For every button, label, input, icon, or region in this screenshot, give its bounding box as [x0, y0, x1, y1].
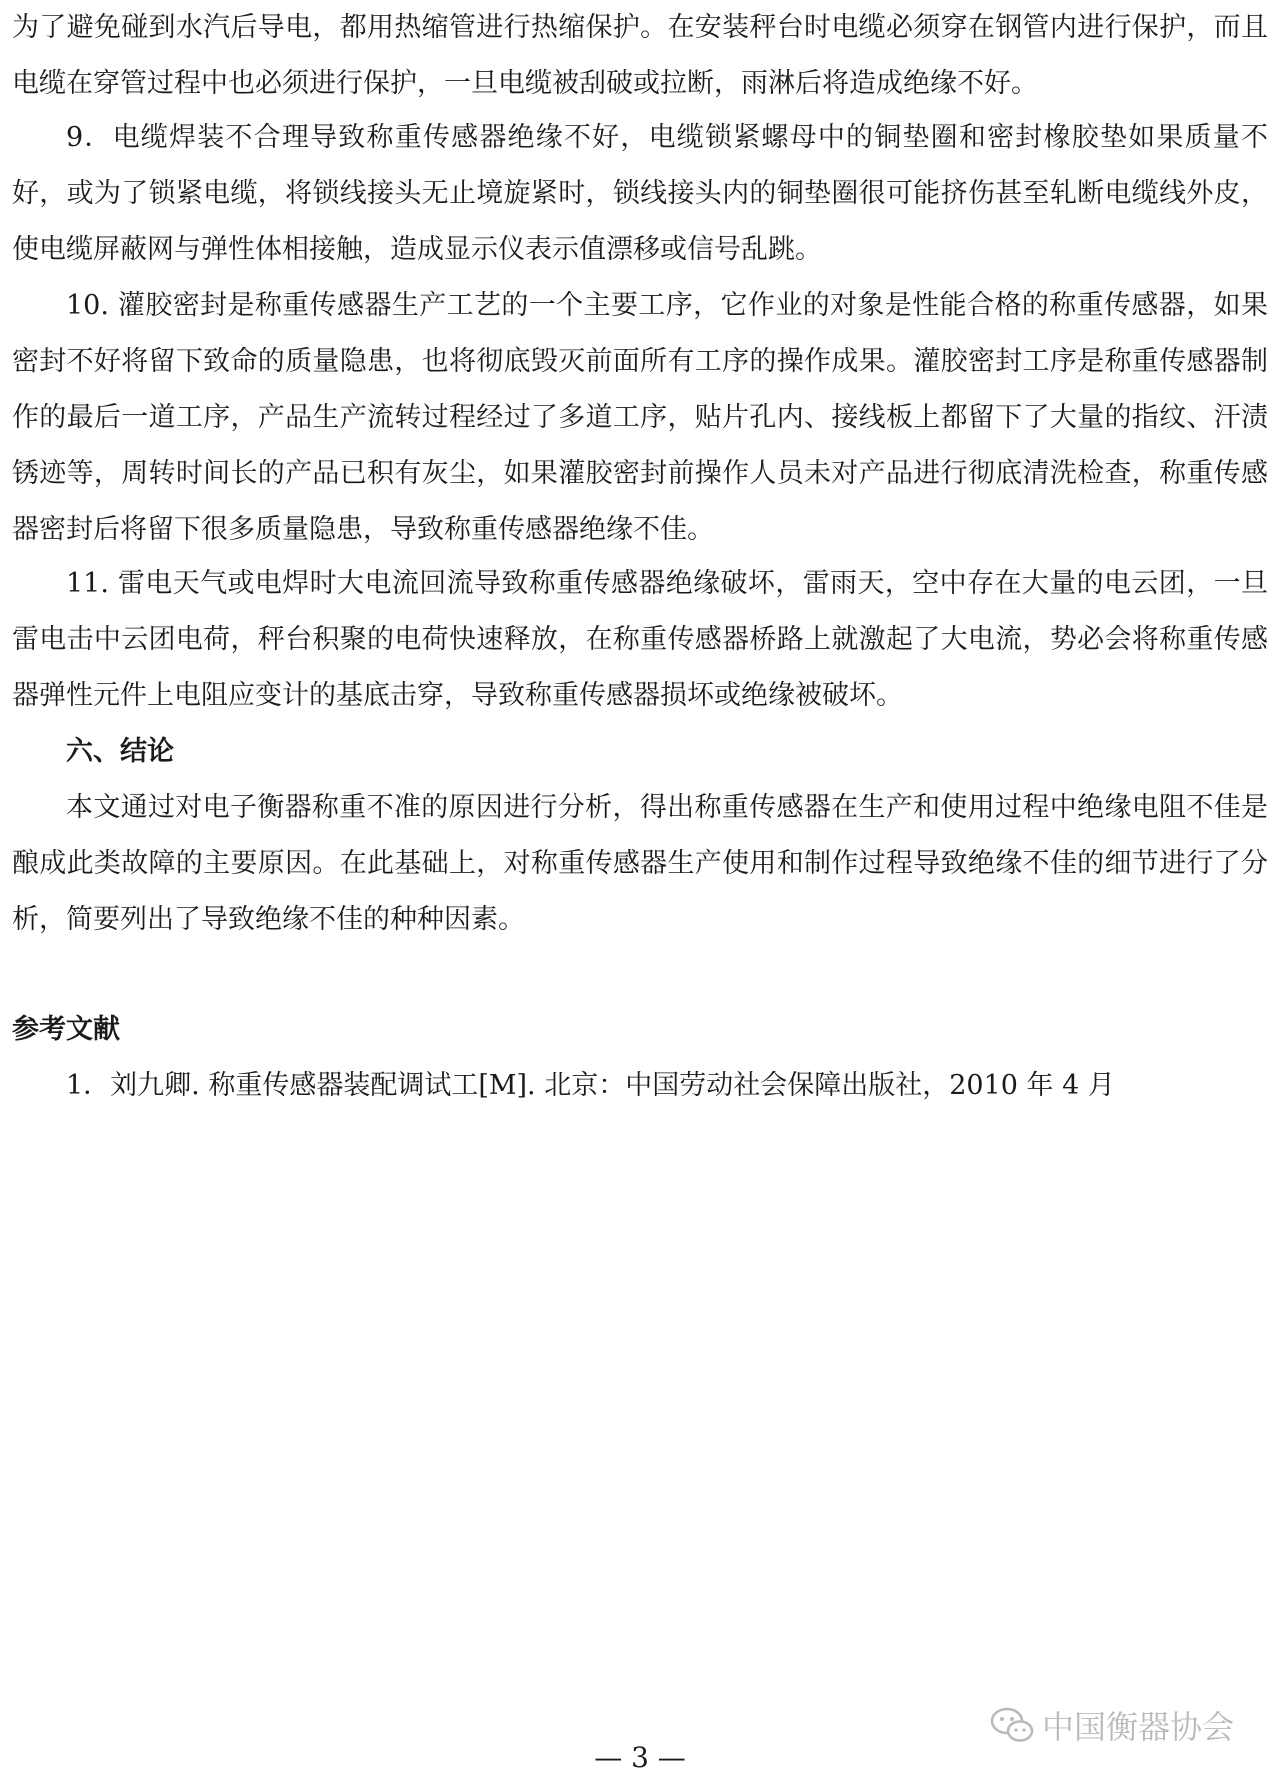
paragraph-item-11: 11. 雷电天气或电焊时大电流回流导致称重传感器绝缘破坏，雷雨天，空中存在大量的电云团，一旦雷电击中云团电荷，秤台积聚的电荷快速释放，在称重传感器桥路上就激起了大电流，势必会将称重传感器弹性元件上电阻应变计的基底击穿，导致称重传感器损坏或绝缘被破坏。: [12, 568, 1268, 711]
section-heading-conclusion: 六、结论: [66, 736, 174, 767]
paragraph-item-9: 9．电缆焊装不合理导致称重传感器绝缘不好，电缆锁紧螺母中的铜垫圈和密封橡胶垫如果质量不好，或为了锁紧电缆，将锁线接头无止境旋紧时，锁线接头内的铜垫圈很可能挤伤甚至轧断电缆线外皮，使电缆屏蔽网与弹性体相接触，造成显示仪表示值漂移或信号乱跳。: [12, 122, 1268, 265]
reference-item: 1．刘九卿. 称重传感器装配调试工[M]. 北京：中国劳动社会保障出版社，2010 年 4 月: [66, 1070, 1115, 1101]
page-number: — 3 —: [594, 1741, 686, 1774]
paragraph-conclusion: 本文通过对电子衡器称重不准的原因进行分析，得出称重传感器在生产和使用过程中绝缘电阻不佳是酿成此类故障的主要原因。在此基础上，对称重传感器生产使用和制作过程导致绝缘不佳的细节进行了分析，简要列出了导致绝缘不佳的种种因素。: [12, 792, 1268, 935]
paragraph-item-10: 10. 灌胶密封是称重传感器生产工艺的一个主要工序，它作业的对象是性能合格的称重传感器，如果密封不好将留下致命的质量隐患，也将彻底毁灭前面所有工序的操作成果。灌胶密封工序是称重传感器制作的最后一道工序，产品生产流转过程经过了多道工序，贴片孔内、接线板上都留下了大量的指纹、汗渍锈迹等，周转时间长的产品已积有灰尘，如果灌胶密封前操作人员未对产品进行彻底清洗检查，称重传感器密封后将留下很多质量隐患，导致称重传感器绝缘不佳。: [12, 290, 1268, 545]
paragraph-continued: 为了避免碰到水汽后导电，都用热缩管进行热缩保护。在安装秤台时电缆必须穿在钢管内进行保护，而且电缆在穿管过程中也必须进行保护，一旦电缆被刮破或拉断，雨淋后将造成绝缘不好。: [12, 12, 1268, 99]
references-heading: 参考文献: [12, 1014, 120, 1045]
watermark-text: 中国衡器协会: [1042, 1708, 1235, 1746]
